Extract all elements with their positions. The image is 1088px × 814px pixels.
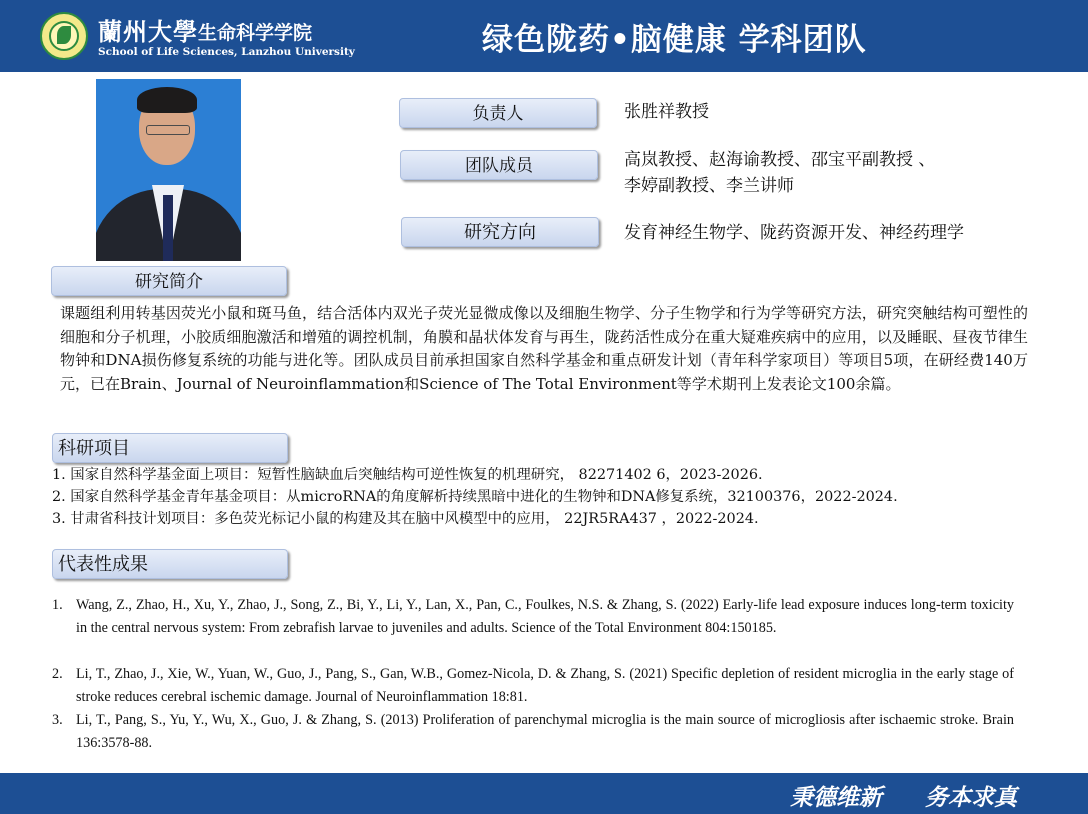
publication-text: Li, T., Zhao, J., Xie, W., Yuan, W., Guo, J., Pang, S., Gan, W.B., Gomez-Nicola, D. & Zhang, S. (2021) Specific depletion of resident microglia in the early stage of stroke reduces cerebral ischemic damage. Journal of Neuroinflammation 18:81. <box>76 666 1014 705</box>
header-bar <box>0 0 1088 72</box>
members-line-2: 李婷副教授、李兰讲师 <box>624 176 794 196</box>
publication-number: 3. <box>52 712 63 728</box>
university-name: 蘭州大學 <box>98 17 198 46</box>
publication-text: Wang, Z., Zhao, H., Xu, Y., Zhao, J., Song, Z., Bi, Y., Li, Y., Lan, X., Pan, C., Foulkes, N.S. & Zhang, S. (2022) Early-life lead exposure induces long-term toxicity in the central nervous system: From zebrafish larvae to juveniles and adults. Science of the Total Environment 804:150185. <box>76 597 1014 636</box>
publication-item <box>52 709 1014 754</box>
publication-text: Li, T., Pang, S., Yu, Y., Wu, X., Guo, J. & Zhang, S. (2013) Proliferation of parenchymal microglia is the main source of microgliosis after ischaemic stroke. Brain 136:3578-88. <box>76 712 1014 751</box>
footer-bar <box>0 773 1088 814</box>
publication-number: 1. <box>52 597 63 613</box>
school-english-name: School of Life Sciences, Lanzhou University <box>98 46 355 58</box>
publication-item <box>52 594 1014 639</box>
members-label: 团队成员 <box>400 150 598 180</box>
slogan-1: 秉德维新 <box>790 785 882 811</box>
members-line-1: 高岚教授、赵海谕教授、邵宝平副教授 、 <box>624 150 936 170</box>
leader-value: 张胜祥教授 <box>624 102 709 122</box>
publication-number: 2. <box>52 666 63 682</box>
project-item: 3. 甘肃省科技计划项目：多色荧光标记小鼠的构建及其在脑中风模型中的应用， 22JR5RA437 ，2022-2024. <box>52 511 759 527</box>
research-direction-value: 发育神经生物学、陇药资源开发、神经药理学 <box>624 223 964 243</box>
school-name: 生命科学学院 <box>198 22 313 44</box>
intro-heading: 研究简介 <box>51 266 287 296</box>
leader-portrait-photo <box>96 79 241 261</box>
intro-text: 课题组利用转基因荧光小鼠和斑马鱼，结合活体内双光子荧光显微成像以及细胞生物学、分子生物学和行为学等研究方法，研究突触结构可塑性的细胞和分子机理，小胶质细胞激活和增殖的调控机制，角膜和晶状体发育与再生，陇药活性成分在重大疑难疾病中的应用，以及睡眠、昼夜节律生物钟和DNA损伤修复系统的功能与进化等。团队成员目前承担国家自然科学基金和重点研发计划（青年科学家项目）等项目5项，在研经费140万元，已在Brain、Journal of Neuroinflammation和Science of The Total Environment等学术期刊上发表论文100余篇。 <box>60 304 1028 393</box>
page-title: 绿色陇药•脑健康 学科团队 <box>482 22 867 58</box>
publications-heading: 代表性成果 <box>52 549 288 579</box>
leader-label: 负责人 <box>399 98 597 128</box>
publication-item <box>52 663 1014 708</box>
slogan-2: 务本求真 <box>925 785 1017 811</box>
projects-heading: 科研项目 <box>52 433 288 463</box>
project-item: 2. 国家自然科学基金青年基金项目：从microRNA的角度解析持续黑暗中进化的生物钟和DNA修复系统，32100376，2022-2024. <box>52 489 898 505</box>
university-emblem-icon <box>40 12 88 60</box>
project-item: 1. 国家自然科学基金面上项目：短暂性脑缺血后突触结构可逆性恢复的机理研究， 82271402 6，2023-2026. <box>52 467 763 483</box>
research-direction-label: 研究方向 <box>401 217 599 247</box>
